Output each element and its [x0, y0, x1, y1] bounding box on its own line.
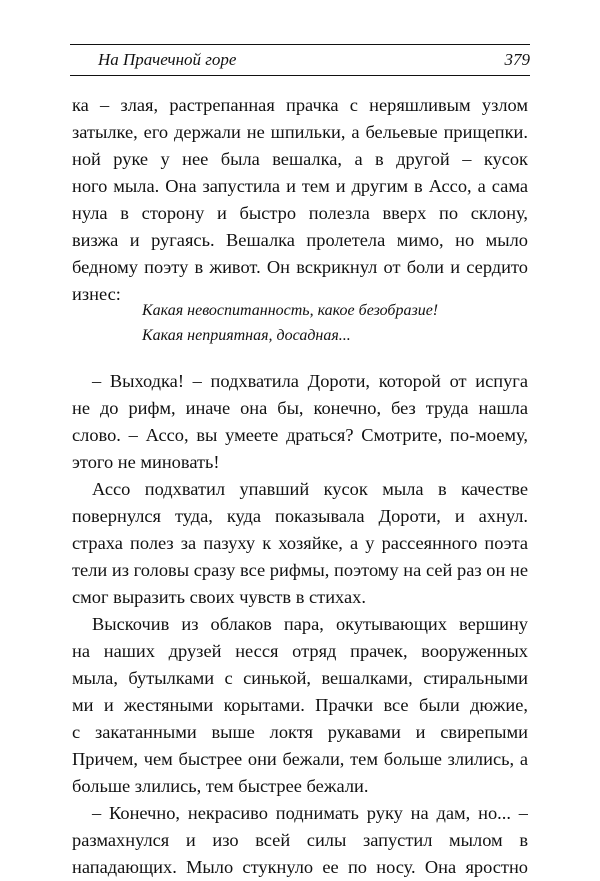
poem-quote	[142, 298, 438, 348]
text-line: ного мыла. Она запустила и тем и другим в Ассо, а сама	[72, 176, 528, 196]
text-line: слово. – Ассо, вы умеете драться? Смотрите, по-моему,	[72, 425, 528, 445]
text-line: ка – злая, растрепанная прачка с неряшливым узлом	[72, 95, 528, 115]
text-line: размахнулся и изо всей силы запустил мылом в	[72, 830, 528, 850]
text-line: – Конечно, некрасиво поднимать руку на дам, но... –	[92, 803, 528, 823]
text-line: ми и жестяными корытами. Прачки все были дюжие,	[72, 695, 528, 715]
poem-line: Какая невоспитанность, какое безобразие!	[142, 302, 439, 319]
text-line: нула в сторону и быстро полезла вверх по склону,	[72, 203, 528, 223]
text-line: Выскочив из облаков пара, окутывающих вершину	[92, 614, 528, 634]
running-header	[70, 44, 530, 76]
text-line: изнес:	[72, 284, 121, 304]
text-line: бедному поэту в живот. Он вскрикнул от боли и сердито	[72, 257, 528, 277]
text-line: Причем, чем быстрее они бежали, тем больше злились, а	[72, 749, 528, 769]
text-line: смог выразить своих чувств в стихах.	[72, 587, 366, 607]
text-line: страха полез за пазуху к хозяйке, а у рассеянного поэта	[72, 533, 528, 553]
text-line: визжа и ругаясь. Вешалка пролетела мимо, но мыло	[72, 230, 528, 250]
paragraph-block-2	[72, 368, 528, 881]
text-line: мыла, бутылками с синькой, вешалками, стиральными	[72, 668, 528, 688]
text-line: этого не миновать!	[72, 452, 220, 472]
chapter-title: На Прачечной горе	[98, 50, 237, 69]
text-line: на наших друзей несся отряд прачек, вооруженных	[72, 641, 528, 661]
paragraph-block-1	[72, 92, 528, 308]
text-line: Ассо подхватил упавший кусок мыла в качестве	[92, 479, 528, 499]
text-line: больше злились, тем быстрее бежали.	[72, 776, 369, 796]
text-line: – Выходка! – подхватила Дороти, которой от испуга	[92, 371, 528, 391]
page-number: 379	[504, 50, 530, 69]
text-line: ной руке у нее была вешалка, а в другой – кусок	[72, 149, 528, 169]
text-line: не до рифм, иначе она бы, конечно, без труда нашла	[72, 398, 528, 418]
text-line: нападающих. Мыло стукнуло ее по носу. Она яростно	[72, 857, 528, 877]
text-line: затылке, его держали не шпильки, а бельевые прищепки.	[72, 122, 528, 142]
text-line: тели из головы сразу все рифмы, поэтому на сей раз он не	[72, 560, 528, 580]
poem-line: Какая неприятная, досадная...	[142, 327, 351, 344]
text-line: повернулся туда, куда показывала Дороти, и ахнул.	[72, 506, 528, 526]
text-line: с закатанными выше локтя рукавами и свирепыми	[72, 722, 528, 742]
